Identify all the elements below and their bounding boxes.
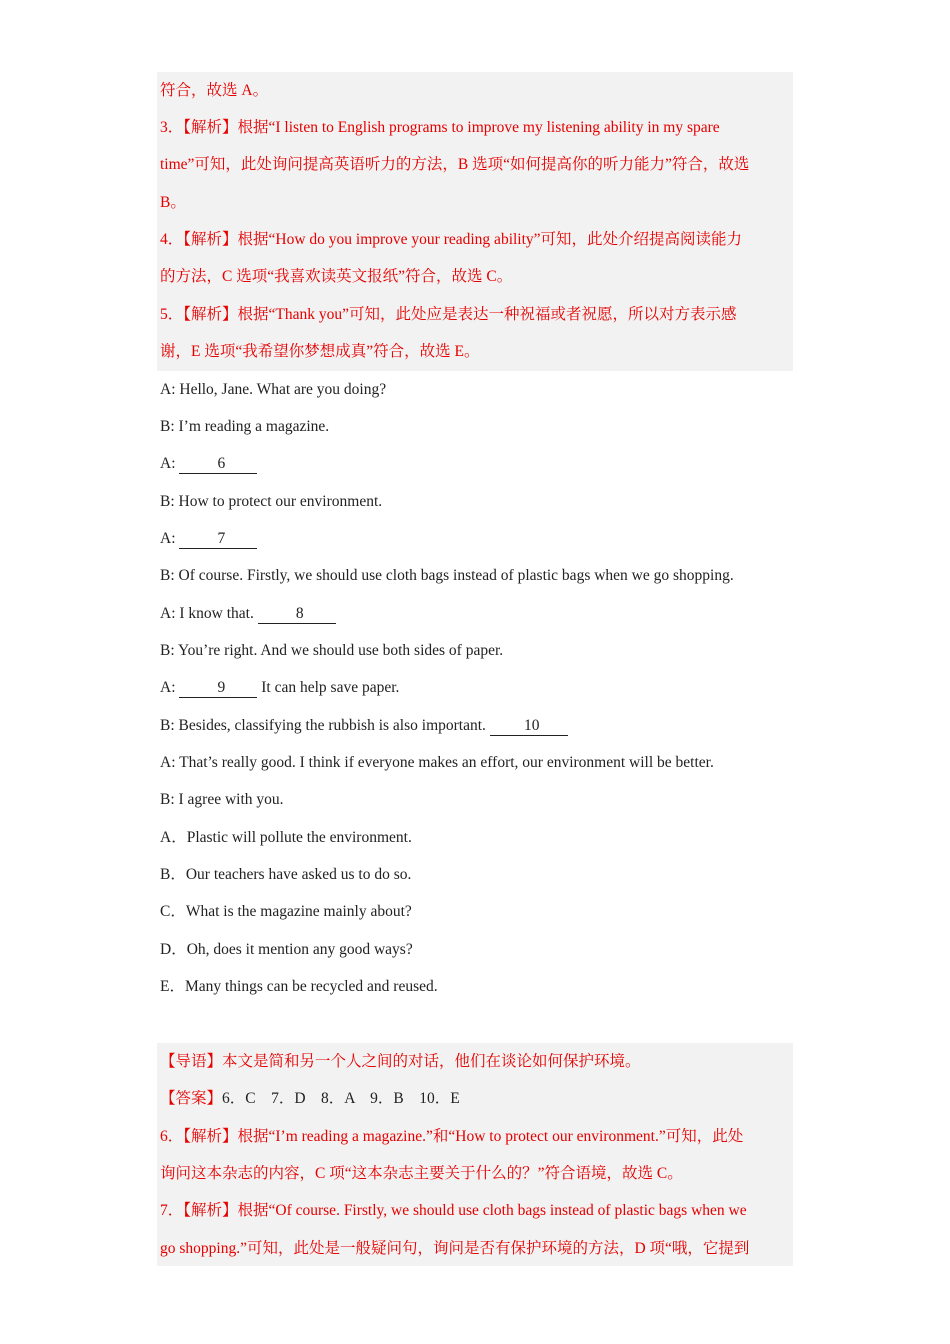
analysis-line: 的方法，C 选项“我喜欢读英文报纸”符合，故选 C。 [160,268,513,285]
analysis-box-bottom [157,1043,793,1266]
answer-blank-7[interactable]: 7 [179,530,257,549]
dialogue-suffix: It can help save paper. [257,679,400,696]
dialogue-prefix: A: [160,679,180,696]
dialogue-line: A: That’s really good. I think if everyone makes an effort, our environment will be better. [160,754,714,771]
dialogue-line: B: I agree with you. [160,791,284,808]
dialogue-prefix: A: [160,455,180,472]
dialogue-line: B: Of course. Firstly, we should use cloth bags instead of plastic bags when we go shopping. [160,567,734,584]
analysis-box-top [157,72,793,371]
option-d: D．Oh, does it mention any good ways? [160,941,413,958]
analysis-line: 4．【解析】根据“How do you improve your reading ability”可知，此处介绍提高阅读能力 [160,231,743,248]
dialogue-line: B: You’re right. And we should use both sides of paper. [160,642,504,659]
dialogue-line-blank [160,604,336,624]
analysis-line: 6．【解析】根据“I’m reading a magazine.”和“How to protect our environment.”可知，此处 [160,1128,744,1145]
intro-text: 【导语】本文是简和另一个人之间的对话，他们在谈论如何保护环境。 [160,1053,641,1070]
analysis-line: time”可知，此处询问提高英语听力的方法，B 选项“如何提高你的听力能力”符合，故选 [160,156,750,173]
dialogue-line-blank [160,716,568,736]
option-e: E．Many things can be recycled and reused. [160,978,438,995]
dialogue-line: B: How to protect our environment. [160,493,383,510]
dialogue-prefix: A: I know that. [160,605,258,622]
answer-blank-9[interactable]: 9 [179,679,257,698]
dialogue-line-blank [160,454,257,474]
analysis-line: go shopping.”可知，此处是一般疑问句，询问是否有保护环境的方法，D 项“哦，它提到 [160,1240,750,1257]
option-a: A．Plastic will pollute the environment. [160,829,412,846]
analysis-line: 谢，E 选项“我希望你梦想成真”符合，故选 E。 [160,343,480,360]
answer-values: 6．C 7．D 8．A 9．B 10．E [222,1090,460,1107]
dialogue-line-blank [160,529,257,549]
analysis-line: 5．【解析】根据“Thank you”可知，此处应是表达一种祝福或者祝愿，所以对方表示感 [160,306,737,323]
dialogue-line: B: I’m reading a magazine. [160,418,330,435]
option-c: C．What is the magazine mainly about? [160,903,412,920]
answer-line [160,1089,460,1109]
dialogue-line-blank [160,678,399,698]
answer-blank-10[interactable]: 10 [490,717,568,736]
option-b: B．Our teachers have asked us to do so. [160,866,412,883]
analysis-line: B。 [160,194,186,211]
dialogue-prefix: A: [160,530,180,547]
dialogue-line: A: Hello, Jane. What are you doing? [160,381,387,398]
analysis-line: 3．【解析】根据“I listen to English programs to improve my listening ability in my spare [160,119,720,136]
answer-blank-8[interactable]: 8 [258,605,336,624]
analysis-line: 询问这本杂志的内容，C 项“这本杂志主要关于什么的？”符合语境，故选 C。 [160,1165,683,1182]
answer-blank-6[interactable]: 6 [179,455,257,474]
dialogue-prefix: B: Besides, classifying the rubbish is also important. [160,717,490,734]
answer-label: 【答案】 [160,1090,223,1107]
analysis-line: 7．【解析】根据“Of course. Firstly, we should use cloth bags instead of plastic bags when we [160,1202,747,1219]
analysis-line: 符合，故选 A。 [160,82,269,99]
